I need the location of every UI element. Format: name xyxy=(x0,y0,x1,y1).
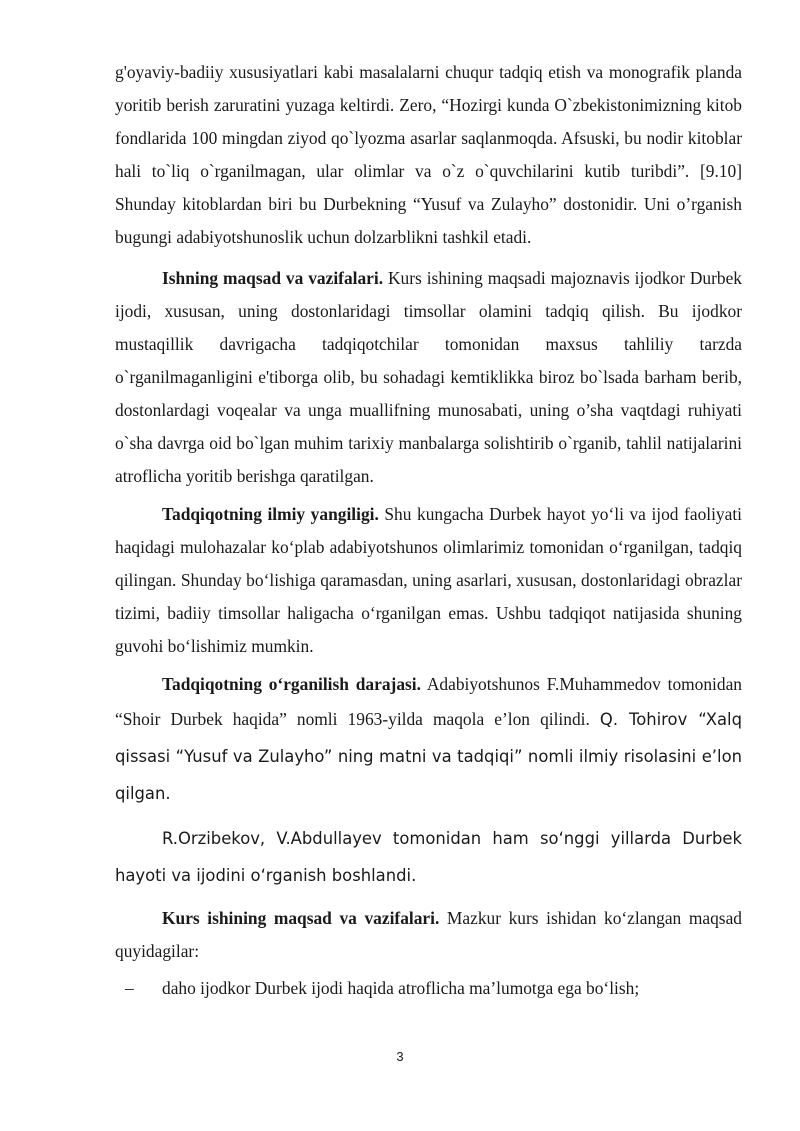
study-level-text: Adabiyotshunos F.Muhammedov tomonidan “Shoir Durbek haqida” nomli 1963-yilda maqola e’lon qilindi. xyxy=(115,674,742,729)
goals-list xyxy=(115,972,742,1005)
novelty-paragraph xyxy=(115,498,742,663)
course-goals-text: Mazkur kurs ishidan ko‘zlangan maqsad quyidagilar: xyxy=(115,908,742,961)
study-level-heading: Tadqiqotning o‘rganilish darajasi. xyxy=(162,674,421,694)
goals-heading: Ishning maqsad va vazifalari. xyxy=(162,268,384,288)
list-dash: – xyxy=(125,978,134,998)
course-goals-heading: Kurs ishining maqsad va vazifalari. xyxy=(162,908,440,928)
goals-text: Kurs ishining maqsadi majoznavis ijodkor Durbek ijodi, xususan, uning dostonlaridagi timsollar olamini tadqiq qilish. Bu ijodkor mustaqillik davrigacha tadqiqotchilar tomonidan maxsus tahliliy tarzda o`rganilmaganligini e'tiborga olib, bu sohadagi kemtiklikka biroz bo`lsada barham berib, dostonlardagi voqealar va unga muallifning munosabati, uning o’sha vaqtdagi ruhiyati o`sha davrga oid bo`lgan muhim tarixiy manbalarga solishtirib o`rganib, tahlil natijalarini atroflicha yoritib berishga qaratilgan. xyxy=(115,268,742,486)
goals-paragraph xyxy=(115,262,742,493)
intro-paragraph: g'oyaviy-badiiy xususiyatlari kabi masalalarni chuqur tadqiq etish va monografik planda yoritib berish zaruratini yuzaga keltirdi. Zero, “Hozirgi kunda O`zbekistonimizning kitob fondlarida 100 mingdan ziyod qo`lyozma asarlar saqlanmoqda. Afsuski, bu nodir kitoblar hali to`liq o`rganilmagan, ular olimlar va o`z o`quvchilarini kutib turibdi”. [9.10] Shunday kitoblardan biri bu Durbekning “Yusuf va Zulayho” dostonidir. Uni o’rganish bugungi adabiyotshunoslik uchun dolzarblikni tashkil etadi. xyxy=(115,62,742,247)
list-item-text: daho ijodkor Durbek ijodi haqida atroflicha ma’lumotga ega bo‘lish; xyxy=(162,978,640,998)
novelty-text: Shu kungacha Durbek hayot yo‘li va ijod faoliyati haqidagi mulohazalar ko‘plab adabiyotshunos olimlarimiz tomonidan o‘rganilgan, tadqiq qilingan. Shunday bo‘lishiga qaramasdan, uning asarlari, xususan, dostonlaridagi obrazlar tizimi, badiiy timsollar haligacha o‘rganilgan emas. Ushbu tadqiqot natijasida shuning guvohi bo‘lishimiz mumkin. xyxy=(115,504,743,656)
list-item xyxy=(115,972,742,1005)
orzibekov-paragraph: R.Orzibekov, V.Abdullayev tomonidan ham so‘nggi yillarda Durbek hayoti va ijodini o‘rganish boshlandi. xyxy=(115,829,742,885)
course-goals-paragraph xyxy=(115,902,742,968)
page-number: 3 xyxy=(396,1049,404,1064)
page-body xyxy=(115,56,742,1005)
novelty-heading: Tadqiqotning ilmiy yangiligi. xyxy=(162,504,379,524)
study-level-text-alt: Q. Tohirov “Xalq qissasi “Yusuf va Zulayho” ning matni va tadqiqi” nomli ilmiy risolasini e’lon qilgan. xyxy=(115,710,742,803)
study-level-paragraph xyxy=(115,668,742,812)
